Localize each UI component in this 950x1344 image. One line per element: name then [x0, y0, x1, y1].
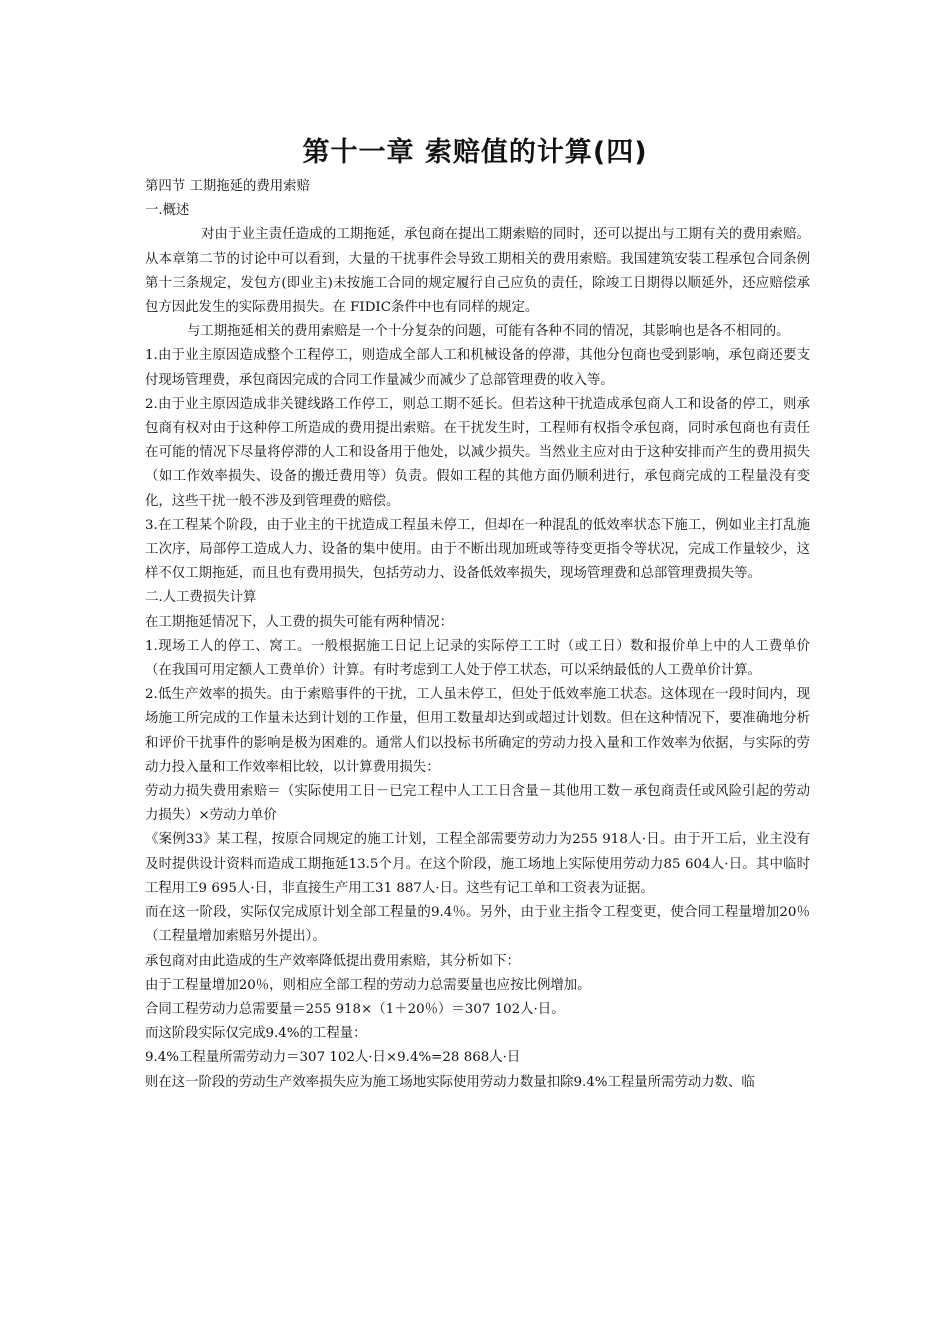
paragraph: 由于工程量增加20％，则相应全部工程的劳动力总需要量也应按比例增加。 — [145, 977, 591, 993]
paragraph: 与工期拖延相关的费用索赔是一个十分复杂的问题，可能有各种不同的情况，其影响也是各不相同的。 — [187, 324, 790, 340]
paragraph: 承包商对由此造成的生产效率降低提出费用索赔，其分析如下： — [145, 953, 520, 969]
paragraph: 劳动力损失费用索赔＝（实际使用工日－已完工程中人工工日含量－其他用工数－承包商责任或风险引起的劳动力损失）×劳动力单价 — [145, 784, 810, 824]
paragraph: 《案例33》某工程，按原合同规定的施工计划，工程全部需要劳动力为255 918人·日。由于开工后，业主没有及时提供设计资料而造成工期拖延13.5个月。在这个阶段，施工场地上实际使用劳动力85 604人·日。其中临时工程用工9 695人·日，非直接生产用工31 887人·日。这些有记工单和工资表为证据。 — [145, 832, 810, 896]
paragraph: 1.现场工人的停工、窝工。一般根据施工日记上记录的实际停工工时（或工日）数和报价单上中的人工费单价（在我国可用定额人工费单价）计算。有时考虑到工人处于停工状态，可以采纳最低的人工费单价计算。 — [145, 638, 810, 679]
chapter-title: 第十一章 索赔值的计算(四) — [302, 137, 648, 168]
paragraph: 一.概述 — [145, 203, 190, 219]
paragraph: 在工期拖延情况下，人工费的损失可能有两种情况： — [145, 614, 453, 630]
paragraph: 1.由于业主原因造成整个工程停工，则造成全部人工和机械设备的停滞，其他分包商也受到影响，承包商还要支付现场管理费，承包商因完成的合同工作量减少而减少了总部管理费的收入等。 — [145, 348, 810, 388]
paragraph: 2.由于业主原因造成非关键线路工作停工，则总工期不延长。但若这种干扰造成承包商人工和设备的停工，则承包商有权对由于这种停工所造成的费用提出索赔。在干扰发生时，工程师有权指令承包商，同时承包商也有责任在可能的情况下尽量将停滞的人工和设备用于他处，以减少损失。当然业主应对由于这种安排而产生的费用损失（如工作效率损失、设备的搬迁费用等）负责。假如工程的其他方面仍顺利进行，承包商完成的工程量没有变化，这些干扰一般不涉及到管理费的赔偿。 — [145, 396, 810, 509]
paragraph: 3.在工程某个阶段，由于业主的干扰造成工程虽未停工，但却在一种混乱的低效率状态下施工，例如业主打乱施工次序，局部停工造成人力、设备的集中使用。由于不断出现加班或等待变更指令等状况，完成工作量较少，这样不仅工期拖延，而且也有费用损失，包括劳动力、设备低效率损失，现场管理费和总部管理费损失等。 — [145, 517, 810, 582]
paragraph: 而这阶段实际仅完成9.4%的工程量： — [145, 1026, 367, 1042]
paragraph: 二.人工费损失计算 — [145, 590, 257, 606]
paragraph: 2.低生产效率的损失。由于索赔事件的干扰，工人虽未停工，但处于低效率施工状态。这体现在一段时间内，现场施工所完成的工作量未达到计划的工作量，但用工数量却达到或超过计划数。但在这种情况下，要准确地分析和评价干扰事件的影响是极为困难的。通常人们以投标书所确定的劳动力投入量和工作效率为依据，与实际的劳动力投入量和工作效率相比较，以计算费用损失： — [145, 687, 810, 775]
paragraph: 合同工程劳动力总需要量＝255 918×（1＋20％）＝307 102人·日。 — [145, 1001, 565, 1017]
paragraph: 9.4%工程量所需劳动力＝307 102人·日×9.4%=28 868人·日 — [145, 1050, 521, 1066]
paragraph: 而在这一阶段，实际仅完成原计划全部工程量的9.4％。另外，由于业主指令工程变更，使合同工程量增加20％（工程量增加索赔另外提出）。 — [145, 905, 810, 945]
paragraph: 则在这一阶段的劳动生产效率损失应为施工场地实际使用劳动力数量扣除9.4%工程量所需劳动力数、临 — [145, 1074, 755, 1090]
paragraph: 对由于业主责任造成的工期拖延，承包商在提出工期索赔的同时，还可以提出与工期有关的费用索赔。从本章第二节的讨论中可以看到，大量的干扰事件会导致工期相关的费用索赔。我国建筑安装工程承包合同条例第十三条规定，发包方(即业主)未按施工合同的规定履行自己应负的责任，除竣工日期得以顺延外，还应赔偿承包方因此发生的实际费用损失。在 FIDIC条件中也有同样的规定。 — [145, 227, 810, 316]
document-body — [145, 175, 810, 1095]
paragraph: 第四节 工期拖延的费用索赔 — [145, 179, 310, 194]
